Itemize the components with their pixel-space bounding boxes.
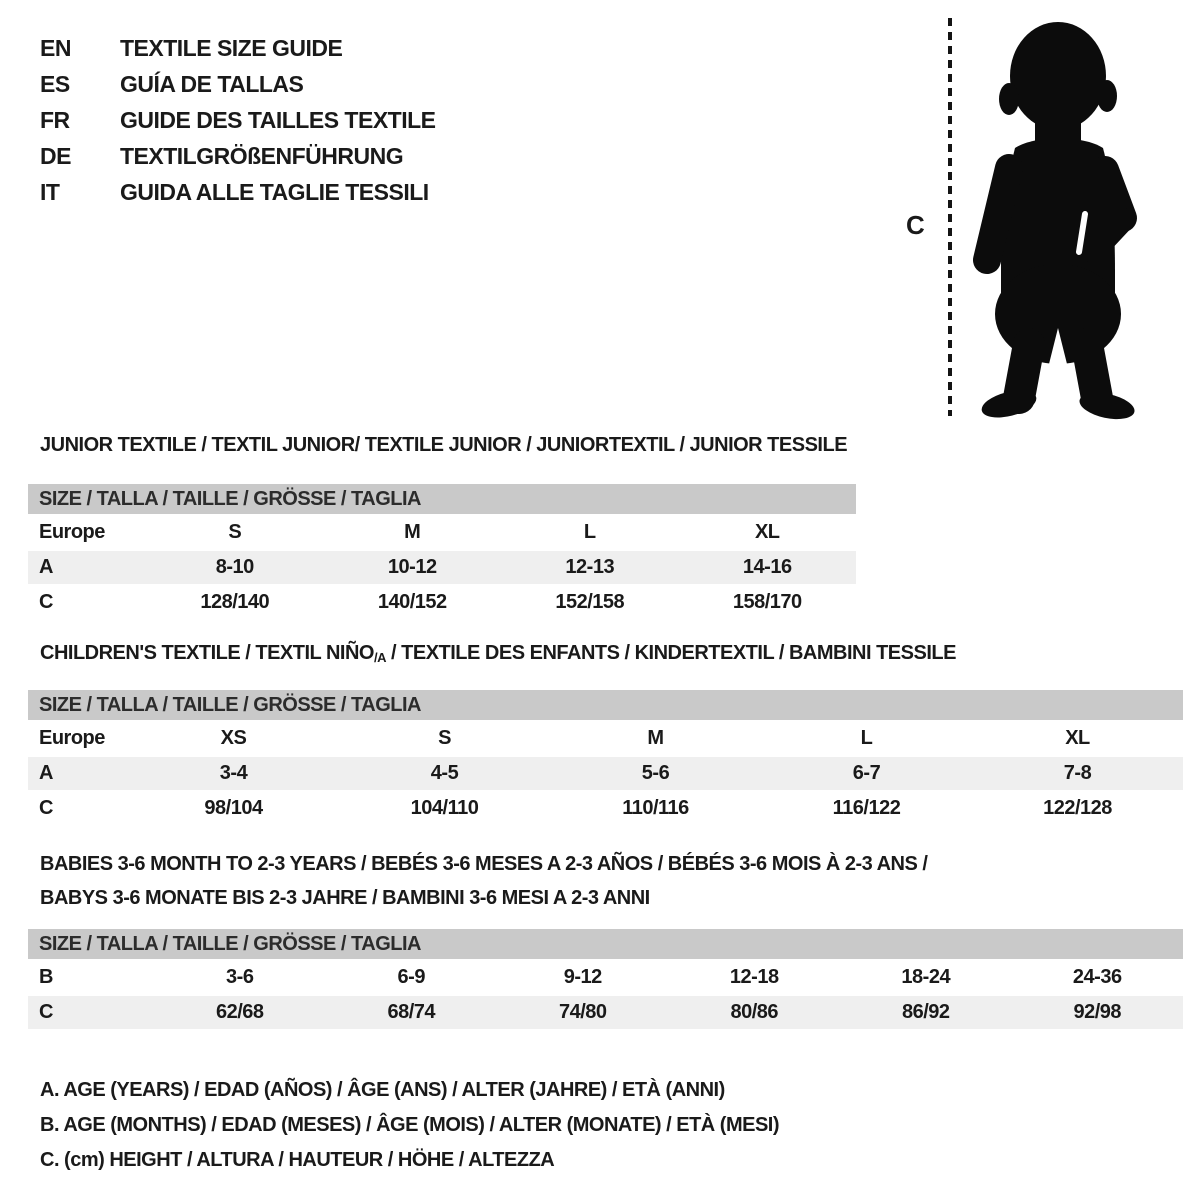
lang-row-es [40,66,436,102]
table-cell: 7-8 [1063,762,1092,784]
children-section-title [40,642,956,665]
babies-age-row [28,961,1183,994]
legend-line-age-years: A. AGE (YEARS) / EDAD (AÑOS) / ÂGE (ANS) / ALTER (JAHRE) / ETÀ (ANNI) [40,1079,725,1101]
lang-title: TEXTILGRÖßENFÜHRUNG [120,142,404,169]
babies-section-title [40,847,927,915]
column-header: XL [1065,727,1090,749]
language-title-list [40,30,436,210]
table-cell: 3-4 [219,762,248,784]
column-header: L [860,727,873,749]
table-cell: 24-36 [1072,966,1122,988]
children-size-table [28,690,1183,827]
row-label: A [39,556,53,578]
junior-size-header-bar: SIZE / TALLA / TAILLE / GRÖSSE / TAGLIA [28,484,856,514]
row-label: Europe [39,727,105,749]
table-cell: 6-9 [397,966,425,988]
height-measure-dashed-line [948,18,952,416]
legend-line-age-months: B. AGE (MONTHS) / EDAD (MESES) / ÂGE (MOIS) / ALTER (MONATE) / ETÀ (MESI) [40,1114,780,1136]
children-title-part2: / TEXTILE DES ENFANTS / KINDERTEXTIL / BAMBINI TESSILE [385,642,956,664]
table-cell: 8-10 [215,556,254,578]
table-cell: 5-6 [641,762,670,784]
lang-code: ES [40,70,70,97]
babies-title-line1: BABIES 3-6 MONTH TO 2-3 YEARS / BEBÉS 3-6 MESES A 2-3 AÑOS / BÉBÉS 3-6 MOIS À 2-3 ANS / [40,853,928,875]
table-cell: 110/116 [622,797,689,819]
column-header: S [438,727,451,749]
lang-code: DE [40,142,71,169]
table-cell: 140/152 [377,591,447,613]
table-cell: 92/98 [1073,1001,1122,1023]
babies-height-row [28,996,1183,1029]
row-label: B [39,966,53,988]
table-cell: 74/80 [558,1001,607,1023]
children-height-row [28,792,1183,825]
table-cell: 86/92 [901,1001,950,1023]
table-cell: 152/158 [555,591,625,613]
table-cell: 3-6 [226,966,254,988]
column-header: XL [754,521,780,543]
lang-row-it [40,174,436,210]
table-cell: 80/86 [730,1001,779,1023]
lang-row-en [40,30,436,66]
lang-code: EN [40,34,71,61]
lang-title: GUIDA ALLE TAGLIE TESSILI [120,178,429,205]
column-header: L [583,521,596,543]
row-label: A [39,762,53,784]
legend-line-height-cm: C. (cm) HEIGHT / ALTURA / HAUTEUR / HÖHE / ALTEZZA [40,1149,555,1171]
column-header: M [404,521,421,543]
table-cell: 6-7 [852,762,881,784]
table-cell: 18-24 [901,966,951,988]
row-label: C [39,797,53,819]
lang-row-fr [40,102,436,138]
table-cell: 122/128 [1043,797,1112,819]
table-cell: 4-5 [430,762,459,784]
children-size-header-bar: SIZE / TALLA / TAILLE / GRÖSSE / TAGLIA [28,690,1183,720]
lang-row-de [40,138,436,174]
column-header: XS [220,727,247,749]
table-cell: 68/74 [387,1001,436,1023]
column-header: S [228,521,242,543]
children-columns-row [28,722,1183,755]
table-cell: 98/104 [204,797,263,819]
toddler-silhouette-icon [963,14,1153,420]
height-measure-label: C [906,210,925,240]
table-cell: 128/140 [200,591,270,613]
lang-code: FR [40,106,70,133]
table-cell: 116/122 [832,797,901,819]
junior-section-title: JUNIOR TEXTILE / TEXTIL JUNIOR/ TEXTILE JUNIOR / JUNIORTEXTIL / JUNIOR TESSILE [40,434,848,456]
measurement-legend [40,1073,779,1178]
row-label: Europe [39,521,105,543]
table-cell: 9-12 [563,966,602,988]
children-title-part1: CHILDREN'S TEXTILE / TEXTIL NIÑO [40,642,374,664]
table-cell: 12-18 [729,966,779,988]
lang-code: IT [40,178,60,205]
column-header: M [647,727,664,749]
lang-title: TEXTILE SIZE GUIDE [120,34,343,61]
babies-title-line2: BABYS 3-6 MONATE BIS 2-3 JAHRE / BAMBINI 3-6 MESI A 2-3 ANNI [40,887,650,909]
row-label: C [39,1001,53,1023]
babies-size-header-bar: SIZE / TALLA / TAILLE / GRÖSSE / TAGLIA [28,929,1183,959]
table-cell: 62/68 [215,1001,264,1023]
babies-size-table [28,929,1183,1031]
lang-title: GUIDE DES TAILLES TEXTILE [120,106,436,133]
junior-height-row [28,586,856,619]
table-cell: 12-13 [565,556,615,578]
junior-age-row [28,551,856,584]
children-age-row [28,757,1183,790]
junior-columns-row [28,516,856,549]
junior-size-table [28,484,856,621]
lang-title: GUÍA DE TALLAS [120,70,304,97]
table-cell: 158/170 [732,591,802,613]
table-cell: 14-16 [742,556,792,578]
row-label: C [39,591,53,613]
children-title-subscript: /A [373,650,386,665]
table-cell: 104/110 [410,797,479,819]
table-cell: 10-12 [387,556,437,578]
